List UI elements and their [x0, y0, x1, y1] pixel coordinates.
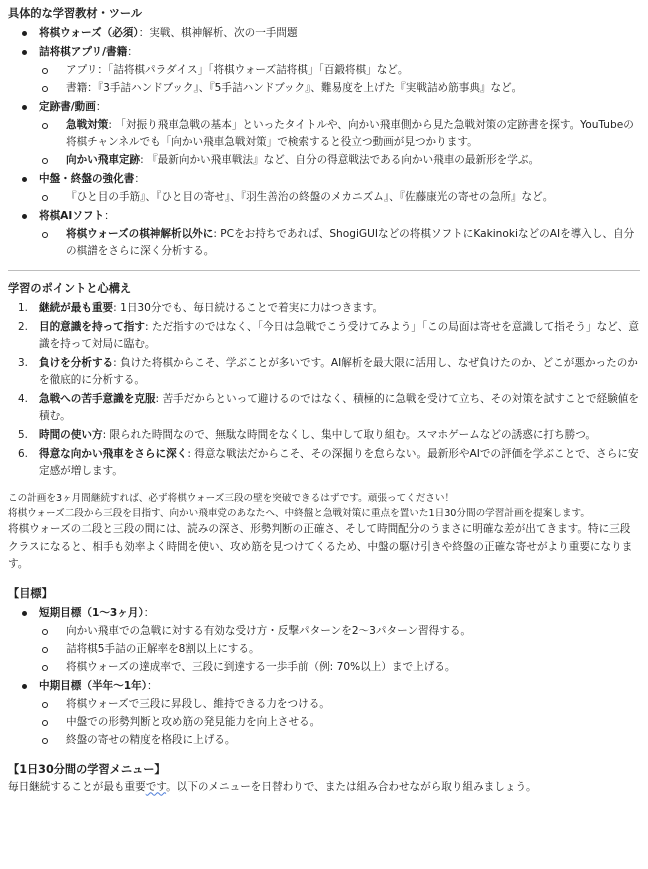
menu-text-after: 。以下のメニューを日替わりで、または組み合わせながら取り組みましょう。 — [166, 780, 537, 793]
materials-item — [8, 208, 640, 260]
points-item-text: : 苦手だからといって避けるのではなく、積極的に急戦を受けて立ち、その対策を試すことで経験値を積む。 — [39, 393, 639, 422]
materials-item — [8, 99, 640, 169]
points-item-text: : 1日30分でも、毎日続けることで着実に力はつきます。 — [113, 302, 384, 314]
materials-sublist — [39, 117, 640, 169]
goals-item — [8, 678, 640, 749]
points-item-title: 得意な向かい飛車をさらに深く — [39, 448, 188, 460]
materials-item-title: 定跡書/動画 — [39, 101, 96, 113]
points-item-number: 1. — [18, 302, 28, 314]
materials-item-text: ： — [104, 210, 115, 222]
goals-heading: 【目標】 — [8, 586, 53, 600]
goals-subitem: 将棋ウォーズの達成率で、三段に到達する一歩手前（例: 70%以上）まで上げる。 — [39, 659, 640, 676]
points-item-title: 負けを分析する — [39, 357, 114, 369]
goals-item-title: 短期目標（1〜3ヶ月） — [39, 606, 144, 619]
points-item-number: 5. — [18, 429, 28, 441]
points-item-number: 4. — [18, 393, 28, 405]
points-item-text: : 限られた時間なので、無駄な時間をなくし、集中して取り組む。スマホゲームなどの誘惑に打ち勝つ。 — [102, 429, 596, 441]
materials-subitem: 書籍：『3手詰ハンドブック』、『5手詰ハンドブック』、難易度を上げた『実戦詰め筋事典』など。 — [39, 80, 640, 97]
spacer — [8, 574, 640, 584]
goals-subitem: 将棋ウォーズで三段に昇段し、維持できる力をつける。 — [39, 696, 640, 713]
points-item-number: 6. — [18, 448, 28, 460]
points-item-text: : 負けた将棋からこそ、学ぶことが多いです。AI解析を最大限に活用し、なぜ負けたのか、どこが悪かったのかを徹底的に分析する。 — [39, 357, 638, 386]
spacer — [8, 482, 640, 492]
materials-item-text: ： — [127, 46, 138, 58]
points-item — [8, 446, 640, 480]
materials-sublist — [39, 189, 640, 206]
points-heading: 学習のポイントと心構え — [8, 282, 132, 295]
subitem-text: : 『最新向かい飛車戦法』など、自分の得意戦法である向かい飛車の最新形を学ぶ。 — [140, 154, 540, 166]
points-list — [8, 300, 640, 480]
goals-list — [8, 605, 640, 749]
materials-subitem: 『ひと目の手筋』、『ひと目の寄せ』、『羽生善治の終盤のメカニズム』、『佐藤康光の寄せの急所』など。 — [39, 189, 640, 206]
subitem-bold: 向かい飛車定跡 — [66, 154, 141, 166]
spellcheck-underline: です — [145, 780, 167, 793]
materials-item-title: 将棋ウォーズ（必須） — [39, 27, 139, 39]
materials-list — [8, 25, 640, 260]
goals-item — [8, 605, 640, 676]
points-item-title: 時間の使い方 — [39, 429, 103, 441]
goals-sublist — [39, 696, 640, 749]
points-item-number: 3. — [18, 357, 28, 369]
materials-item-title: 中盤・終盤の強化書 — [39, 173, 135, 185]
goals-subitem: 中盤での形勢判断と攻め筋の発見能力を向上させる。 — [39, 714, 640, 731]
subitem-text: : PCをお持ちであれば、ShogiGUIなどの将棋ソフトにKakinokiなどのAIを導入し、自分の棋譜をさらに深く分析する。 — [66, 228, 635, 257]
points-item — [8, 427, 640, 444]
points-item-text: : ただ指すのではなく、「今日は急戦でこう受けてみよう」「この局面は寄せを意識して指そう」など、意識を持って対局に臨む。 — [39, 321, 639, 350]
menu-heading: 【1日30分間の学習メニュー】 — [8, 762, 166, 776]
points-item — [8, 391, 640, 425]
materials-item — [8, 171, 640, 206]
goals-subitem: 詰将棋5手詰の正解率を8割以上にする。 — [39, 641, 640, 658]
materials-item-text: ： — [134, 173, 145, 185]
points-item-title: 継続が最も重要 — [39, 302, 114, 314]
materials-subitem — [39, 117, 640, 151]
section-divider — [8, 270, 640, 271]
goals-subitem: 向かい飛車での急戦に対する有効な受け方・反撃パターンを2〜3パターン習得する。 — [39, 623, 640, 640]
points-item-number: 2. — [18, 321, 28, 333]
menu-text-before: 毎日継続することが最も重要 — [8, 780, 146, 793]
goals-item-text: ： — [143, 606, 155, 619]
points-item — [8, 300, 640, 317]
points-item-title: 目的意識を持って指す — [39, 321, 145, 333]
goals-sublist — [39, 623, 640, 676]
materials-sublist — [39, 62, 640, 97]
points-item — [8, 319, 640, 353]
goals-item-text: ： — [147, 679, 158, 692]
materials-item-text: ：実戦、棋神解析、次の一手問題 — [138, 27, 298, 39]
subitem-bold: 将棋ウォーズの棋神解析以外に — [66, 228, 214, 240]
materials-item-text: ： — [95, 101, 107, 113]
materials-subitem — [39, 152, 640, 169]
plan-proposal-line: 将棋ウォーズ二段から三段を目指す、向かい飛車党のあなたへ、中終盤と急戦対策に重点を置いた1日30分間の学習計画を提案します。 — [8, 507, 590, 519]
points-item-text: : 得意な戦法だからこそ、その深掘りを怠らない。最新形やAIでの評価を学ぶことで、さらに安定感が増します。 — [39, 448, 639, 477]
materials-item-title: 将棋AIソフト — [39, 210, 105, 222]
materials-item-title: 詰将棋アプリ/書籍 — [39, 46, 128, 58]
materials-subitem — [39, 226, 640, 260]
points-item-title: 急戦への苦手意識を克服 — [39, 393, 156, 405]
menu-description — [8, 779, 640, 797]
points-item — [8, 355, 640, 389]
intro-paragraph: 将棋ウォーズの二段と三段の間には、読みの深さ、形勢判断の正確さ、そして時間配分のうまさに明確な差が出てきます。特に三段クラスになると、相手も効率よく時間を使い、攻め筋を見つけてくるため、中盤の駆け引きや終盤の正確な寄せがより重要になります。 — [8, 523, 633, 570]
subitem-bold: 急戦対策 — [66, 119, 109, 131]
materials-heading: 具体的な学習教材・ツール — [8, 7, 143, 20]
spacer — [8, 750, 640, 760]
goals-subitem: 終盤の寄せの精度を格段に上げる。 — [39, 732, 640, 749]
goals-item-title: 中期目標（半年〜1年） — [39, 679, 148, 692]
materials-sublist — [39, 226, 640, 260]
materials-item — [8, 25, 640, 42]
subitem-text: : 「対振り飛車急戦の基本」といったタイトルや、向かい飛車側から見た急戦対策の定跡書を探す。YouTubeの将棋チャンネルでも「向かい飛車急戦対策」で検索すると役立つ動画が見つかります。 — [66, 119, 634, 148]
materials-item — [8, 44, 640, 97]
materials-subitem: アプリ：「詰将棋パラダイス」「将棋ウォーズ詰将棋」「百鍛将棋」など。 — [39, 62, 640, 79]
closing-line: この計画を3ヶ月間継続すれば、必ず将棋ウォーズ三段の壁を突破できるはずです。頑張ってください！ — [8, 493, 455, 504]
